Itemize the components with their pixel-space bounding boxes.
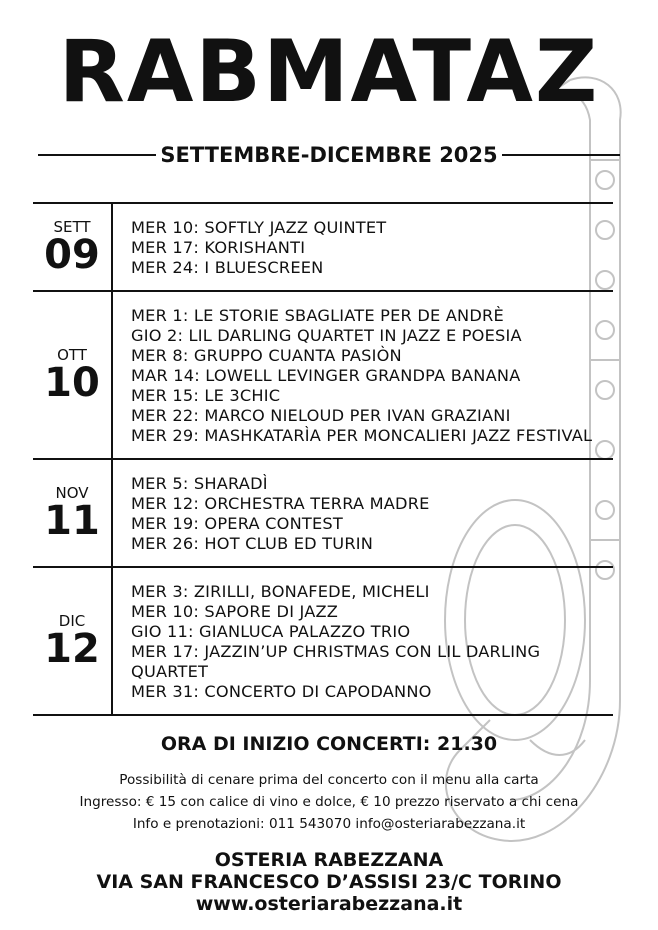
month-label [33, 568, 113, 714]
venue-website: www.osteriarabezzana.it [195, 893, 463, 915]
event-item: MER 10: SOFTLY JAZZ QUINTET [131, 218, 387, 237]
month-abbr: SETT [53, 218, 91, 236]
month-number: 12 [44, 626, 100, 672]
event-item: GIO 2: LIL DARLING QUARTET IN JAZZ E POESIA [131, 326, 522, 345]
event-list [113, 460, 613, 566]
event-item: MER 3: ZIRILLI, BONAFEDE, MICHELI [131, 582, 430, 601]
month-number: 10 [44, 360, 100, 406]
event-item: MER 31: CONCERTO DI CAPODANNO [131, 682, 432, 701]
event-item: MER 15: LE 3CHIC [131, 386, 281, 405]
event-item: MER 19: OPERA CONTEST [131, 514, 343, 533]
event-item: MER 22: MARCO NIELOUD PER IVAN GRAZIANI [131, 406, 511, 425]
venue-block [0, 849, 658, 915]
event-item: MER 17: JAZZIN’UP CHRISTMAS CON LIL DARLING QUARTET [131, 642, 541, 681]
month-row-october [33, 290, 613, 458]
event-item: MER 10: SAPORE DI JAZZ [131, 602, 339, 621]
month-label [33, 460, 113, 566]
info-line-entry: Ingresso: € 15 con calice di vino e dolce, € 10 prezzo riservato a chi cena [79, 794, 579, 810]
info-block [0, 769, 658, 835]
subtitle-rule-right [502, 154, 620, 156]
poster-title: RABMATAZ [58, 22, 600, 122]
month-row-september [33, 202, 613, 290]
event-list [113, 292, 613, 458]
event-item: MER 26: HOT CLUB ED TURIN [131, 534, 374, 553]
month-abbr: OTT [57, 346, 87, 364]
event-item: MER 24: I BLUESCREEN [131, 258, 324, 277]
venue-name: OSTERIA RABEZZANA [214, 849, 444, 871]
event-item: MER 29: MASHKATARÌA PER MONCALIERI JAZZ FESTIVAL [131, 426, 593, 445]
event-list [113, 568, 621, 714]
event-item: GIO 11: GIANLUCA PALAZZO TRIO [131, 622, 411, 641]
event-item: MER 1: LE STORIE SBAGLIATE PER DE ANDRÈ [131, 306, 504, 325]
subtitle-rule-left [38, 154, 156, 156]
schedule-table [33, 202, 613, 716]
info-line-booking: Info e prenotazioni: 011 543070 info@osteriarabezzana.it [132, 816, 526, 832]
month-label [33, 204, 113, 290]
info-line-dinner: Possibilità di cenare prima del concerto con il menu alla carta [119, 772, 539, 788]
month-number: 11 [44, 498, 100, 544]
event-item: MAR 14: LOWELL LEVINGER GRANDPA BANANA [131, 366, 521, 385]
event-item: MER 12: ORCHESTRA TERRA MADRE [131, 494, 430, 513]
event-list [113, 204, 613, 290]
poster-subtitle: SETTEMBRE-DICEMBRE 2025 [160, 143, 498, 167]
month-abbr: NOV [55, 484, 89, 502]
month-abbr: DIC [58, 612, 86, 630]
venue-address: VIA SAN FRANCESCO D’ASSISI 23/C TORINO [96, 871, 562, 893]
month-row-december [33, 566, 613, 716]
event-item: MER 17: KORISHANTI [131, 238, 306, 257]
month-number: 09 [44, 232, 100, 278]
event-item: MER 8: GRUPPO CUANTA PASIÒN [131, 346, 402, 365]
month-row-november [33, 458, 613, 566]
subtitle-row [38, 140, 620, 170]
month-label [33, 292, 113, 458]
event-item: MER 5: SHARADÌ [131, 474, 268, 493]
start-time: ORA DI INIZIO CONCERTI: 21.30 [160, 733, 498, 755]
